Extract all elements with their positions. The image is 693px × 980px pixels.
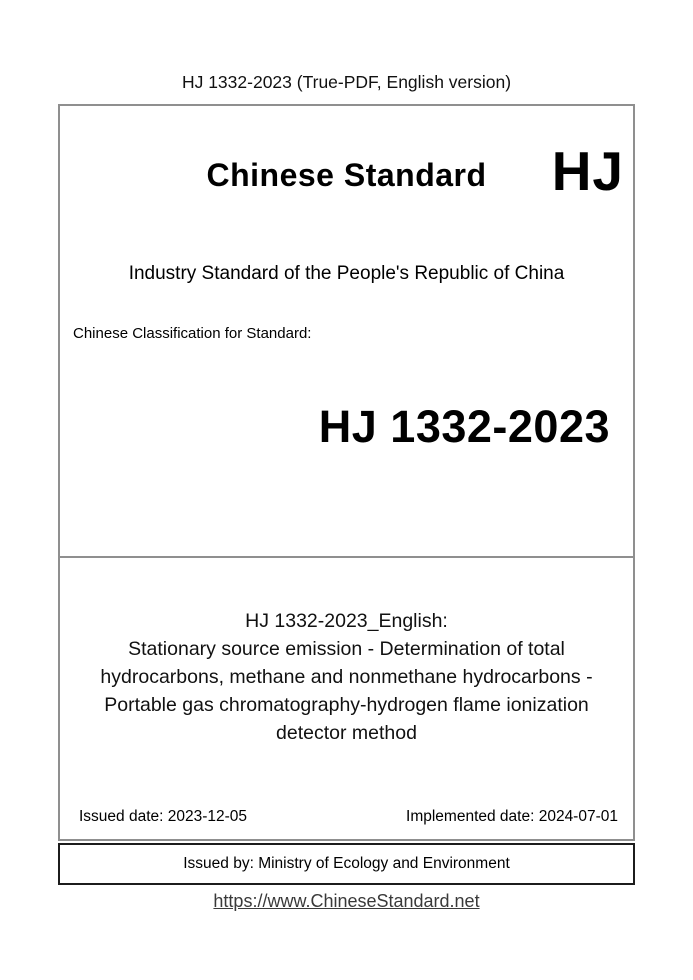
- classification-label: Chinese Classification for Standard:: [73, 325, 312, 342]
- implemented-date: Implemented date: 2024-07-01: [406, 808, 618, 825]
- issuer-box: [58, 843, 635, 885]
- document-title: [60, 607, 633, 747]
- document-title-line: hydrocarbons, methane and nonmethane hydrocarbons -: [100, 666, 593, 688]
- footer: [0, 890, 693, 912]
- standard-type-line: Industry Standard of the People's Republic of China: [128, 263, 565, 284]
- document-title-line: Portable gas chromatography-hydrogen flame ionization: [104, 694, 589, 716]
- document-title-line: HJ 1332-2023_English:: [245, 610, 448, 632]
- document-title-line: Stationary source emission - Determination of total: [128, 638, 565, 660]
- dates-row: [79, 807, 618, 826]
- issued-date: Issued date: 2023-12-05: [79, 808, 248, 825]
- footer-link[interactable]: https://www.ChineseStandard.net: [213, 891, 480, 911]
- standard-cover-box: [58, 104, 635, 841]
- cover-upper-section: [60, 106, 633, 558]
- standard-number: HJ 1332-2023: [318, 401, 610, 452]
- page-header-text: HJ 1332-2023 (True-PDF, English version): [181, 72, 512, 92]
- cover-lower-section: [60, 558, 633, 839]
- brand-title: Chinese Standard: [206, 157, 487, 193]
- hj-logo: HJ: [551, 140, 624, 202]
- issued-by-text: Issued by: Ministry of Ecology and Environment: [183, 855, 510, 872]
- document-title-line: detector method: [276, 722, 417, 744]
